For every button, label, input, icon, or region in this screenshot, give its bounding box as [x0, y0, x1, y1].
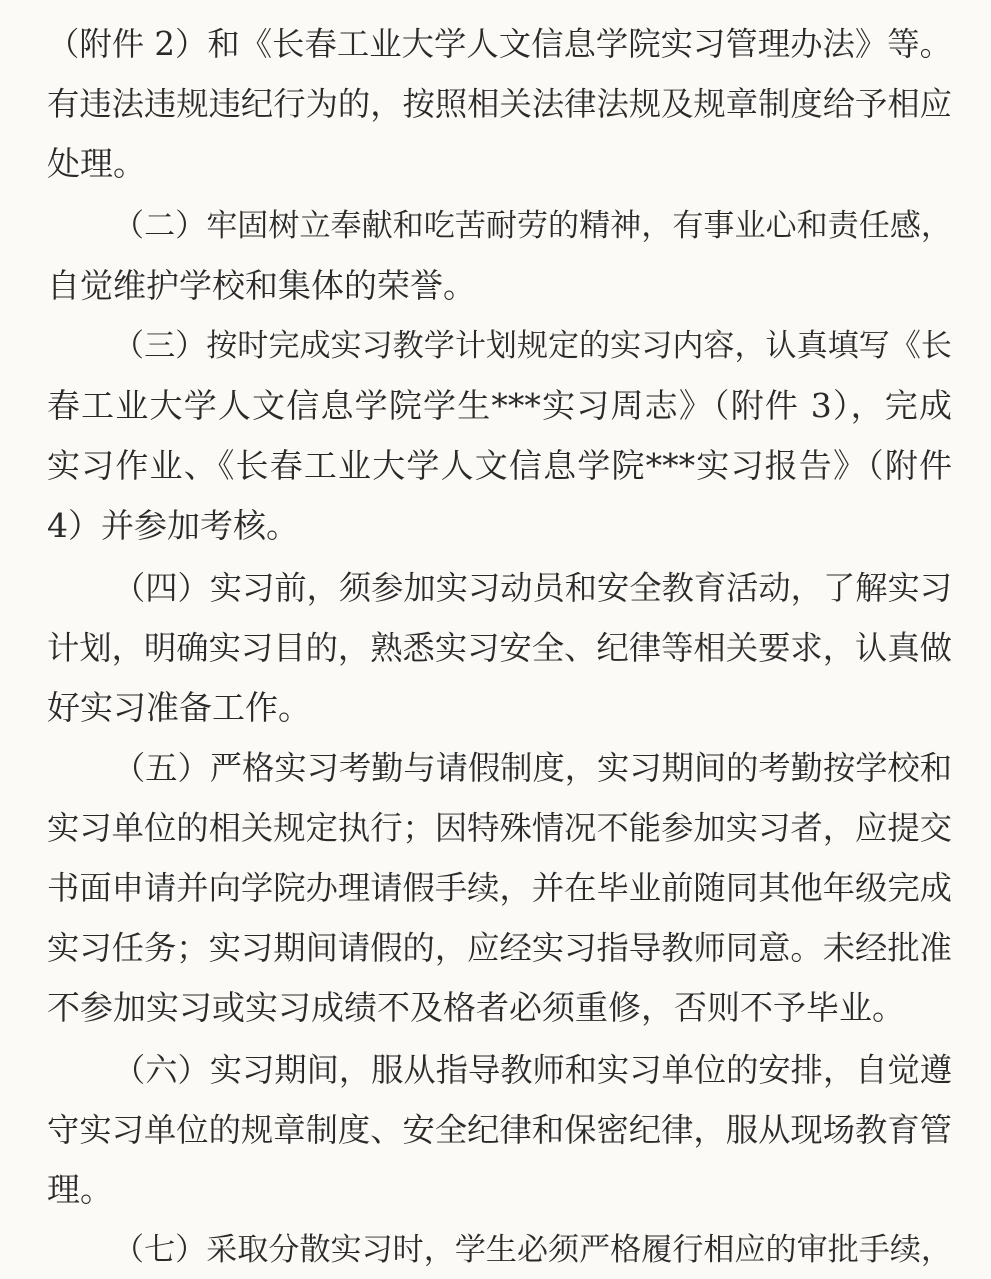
paragraph-line: 守实习单位的规章制度、安全纪律和保密纪律，服从现场教育管: [47, 1111, 952, 1149]
paragraph-line: 实习作业、《长春工业大学人文信息学院***实习报告》（附件: [47, 446, 952, 485]
paragraph-line: 计划，明确实习目的，熟悉实习安全、纪律等相关要求，认真做: [47, 629, 952, 667]
paragraph-line: 有违法违规违纪行为的，按照相关法律法规及规章制度给予相应: [47, 85, 952, 123]
paragraph-line: 不参加实习或实习成绩不及格者必须重修，否则不予毕业。: [47, 988, 905, 1027]
paragraph-line: （二）牢固树立奉献和吃苦耐劳的精神，有事业心和责任感，: [113, 208, 952, 244]
paragraph-line: （六）实习期间，服从指导教师和实习单位的安排，自觉遵: [113, 1051, 952, 1089]
paragraph-line: （四）实习前，须参加实习动员和安全教育活动，了解实习: [113, 569, 952, 607]
paragraph-line: （附件 2）和《长春工业大学人文信息学院实习管理办法》等。: [47, 25, 952, 63]
paragraph-line: 好实习准备工作。: [47, 688, 311, 727]
paragraph-line: 自觉维护学校和集体的荣誉。: [47, 266, 476, 305]
paragraph-line: 春工业大学人文信息学院学生***实习周志》（附件 3），完成: [47, 386, 952, 425]
paragraph-line: 书面申请并向学院办理请假手续，并在毕业前随同其他年级完成: [47, 869, 952, 907]
paragraph-line: 处理。: [47, 144, 146, 183]
paragraph-line: 实习任务；实习期间请假的，应经实习指导教师同意。未经批准: [47, 929, 952, 967]
paragraph-line: （五）严格实习考勤与请假制度，实习期间的考勤按学校和: [113, 749, 952, 787]
paragraph-line: （七）采取分散实习时，学生必须严格履行相应的审批手续，: [113, 1232, 952, 1268]
paragraph-line: 4）并参加考核。: [47, 506, 299, 545]
paragraph-line: 理。: [47, 1170, 113, 1209]
paragraph-line: （三）按时完成实习教学计划规定的实习内容，认真填写《长: [113, 328, 952, 364]
paragraph-line: 实习单位的相关规定执行；因特殊情况不能参加实习者，应提交: [47, 809, 952, 847]
